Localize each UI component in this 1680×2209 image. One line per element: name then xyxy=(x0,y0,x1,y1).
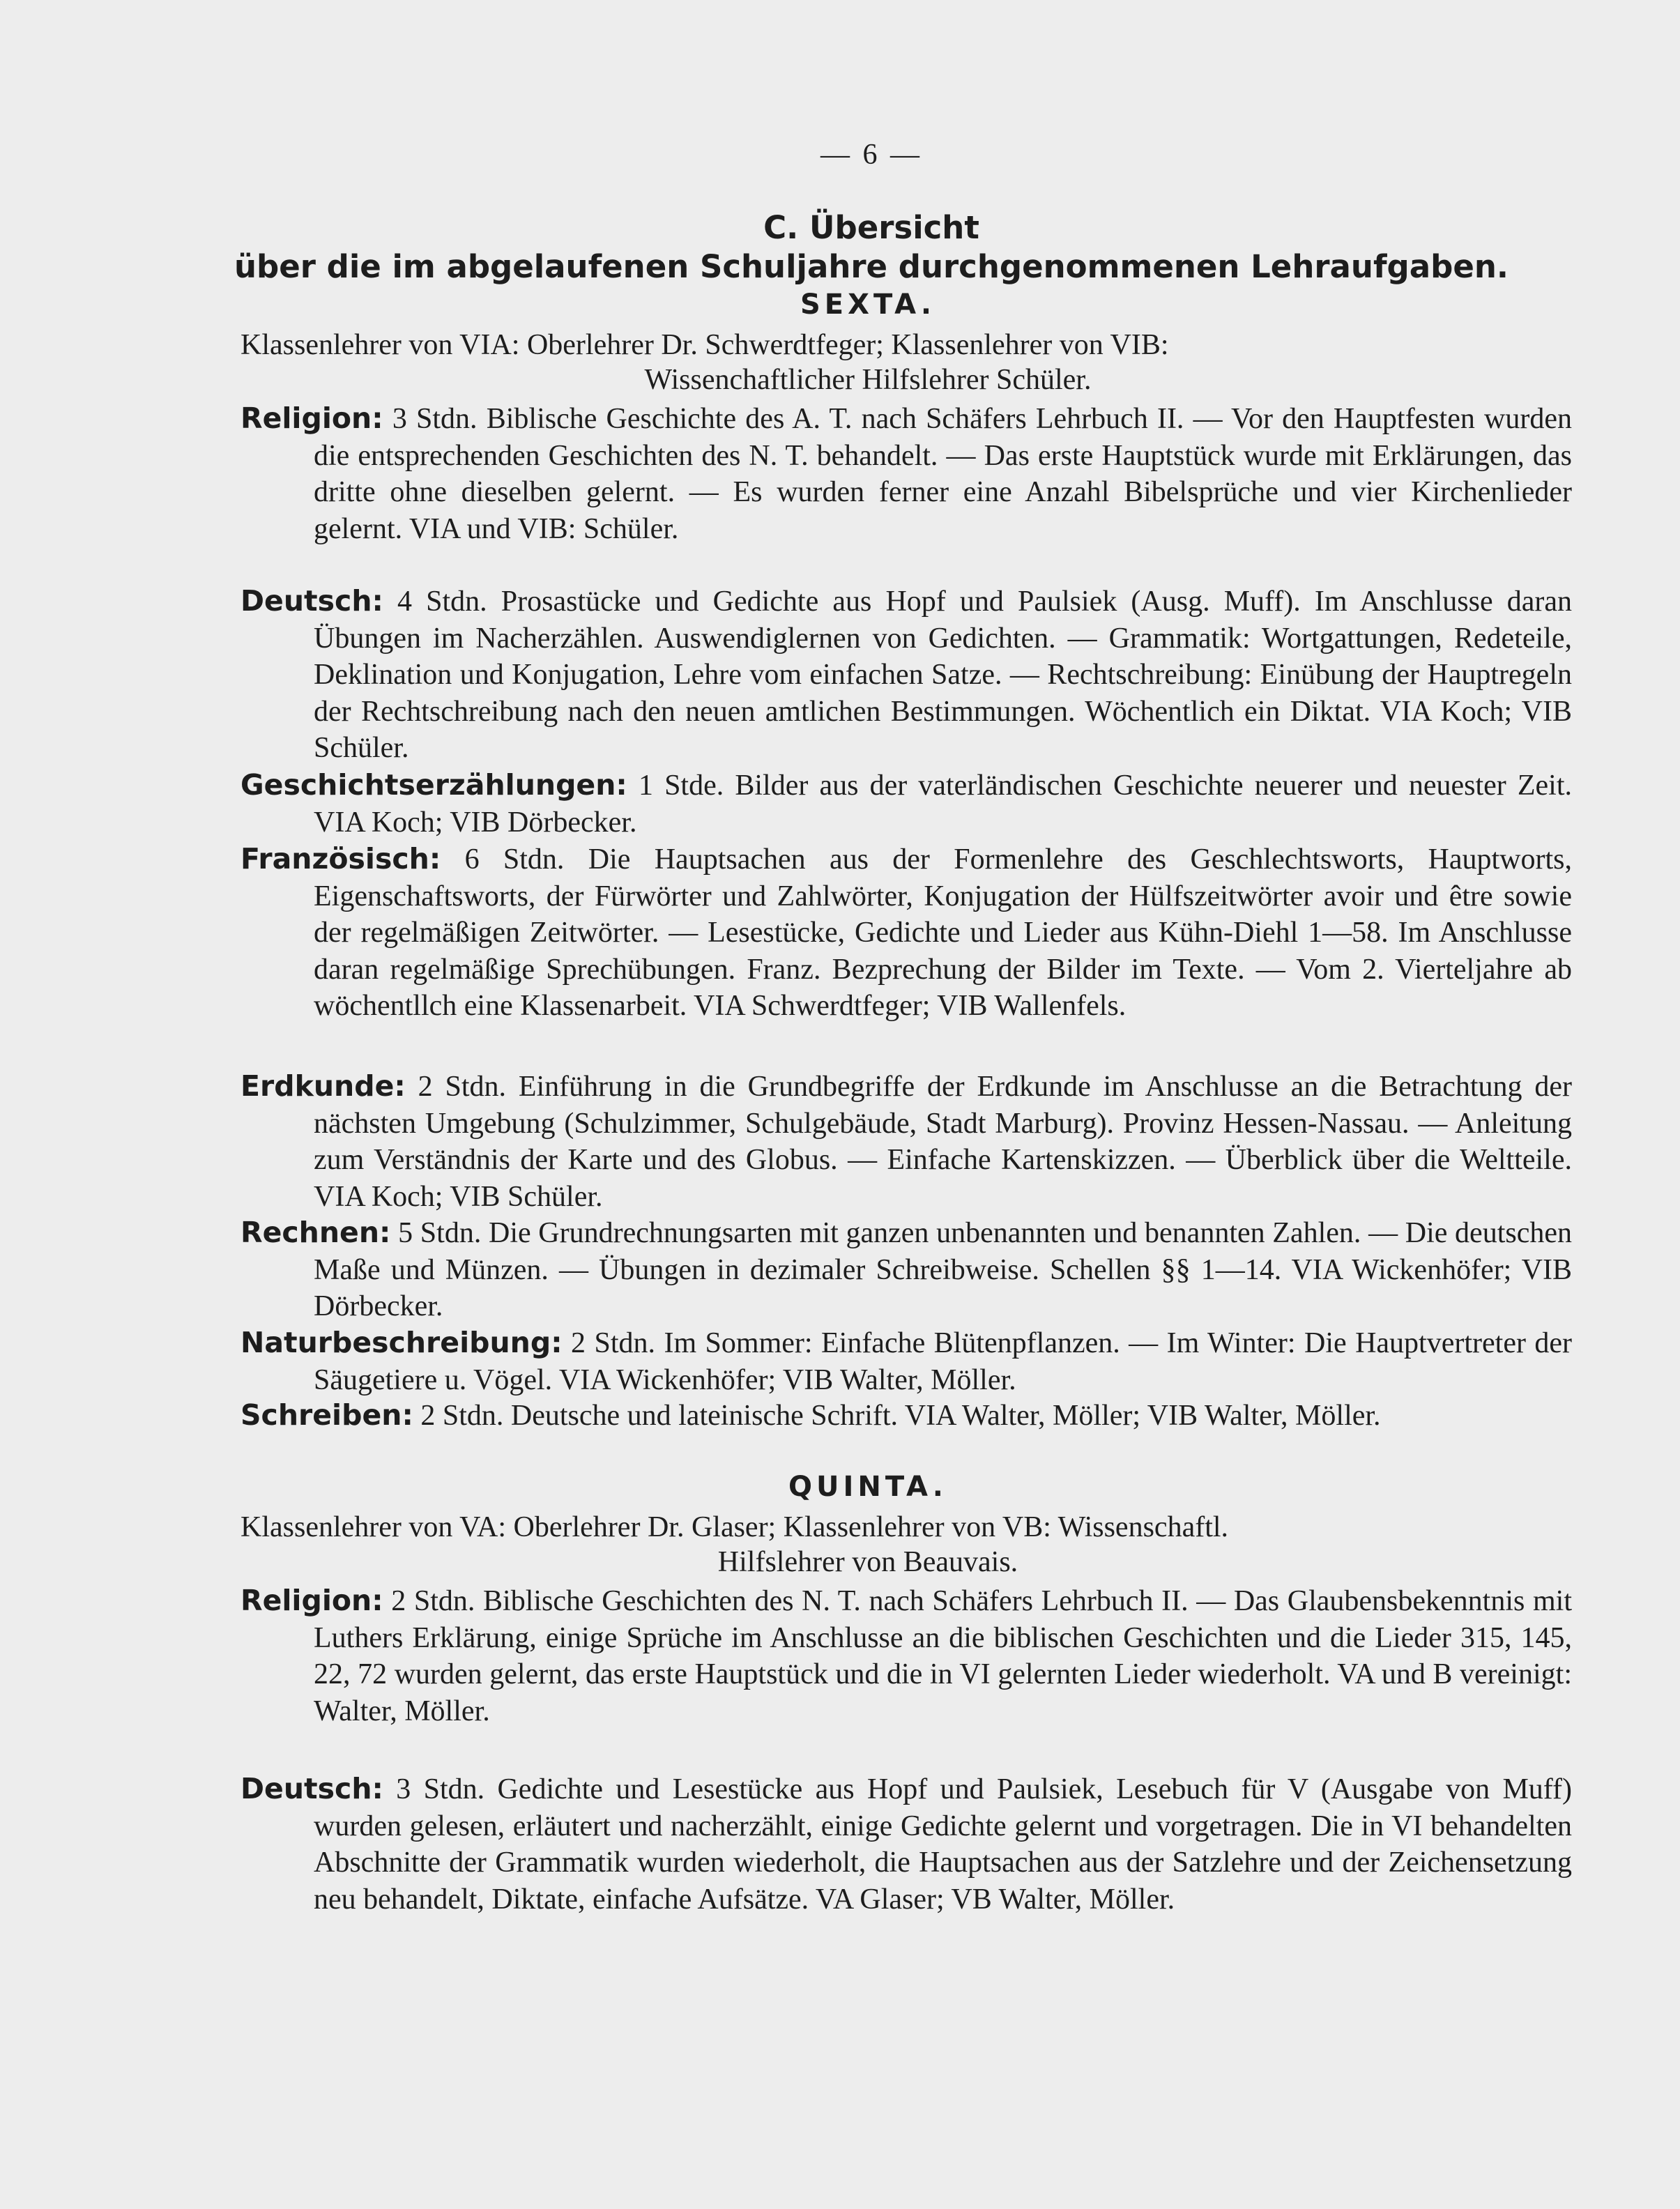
page-number: — 6 — xyxy=(820,139,922,171)
subject-name: Deutsch: xyxy=(240,1772,383,1805)
subject-text: 6 Stdn. Die Hauptsachen aus der Formenlehre des Geschlechtsworts, Hauptworts, Eigenschaftsworts, der Fürwörter und Zahlwörter, Konjugation der Hülfszeitwörter avoir und être sowie der regelmäßigen Zeitwörter. — Lesestücke, Gedichte und Lieder aus Kühn-Diehl 1—58. Im Anschlusse daran regelmäßige Sprechübungen. Franz. Bezprechung der Bilder im Texte. — Vom 2. Vierteljahre ab wöchentllch eine Klassenarbeit. VIA Schwerdtfeger; VIB Wallenfels. xyxy=(314,843,1572,1022)
subject-deutsch-sexta xyxy=(240,583,1572,767)
subject-text: 1 Stde. Bilder aus der vaterländischen Geschichte neuerer und neuester Zeit. VIA Koch; VIB Dörbecker. xyxy=(314,770,1572,839)
subject-text: 2 Stdn. Im Sommer: Einfache Blütenpflanzen. — Im Winter: Die Hauptvertreter der Säugetiere u. Vögel. VIA Wickenhöfer; VIB Walter, Möller. xyxy=(314,1327,1573,1396)
subject-schreiben-sexta xyxy=(240,1397,1572,1435)
subject-name: Geschichtserzählungen: xyxy=(240,768,627,802)
class-title-sexta: SEXTA. xyxy=(800,289,936,321)
subject-text: 2 Stdn. Einführung in die Grundbegriffe der Erdkunde im Anschlusse an die Betrachtung der nächsten Umgebung (Schulzimmer, Schulgebäude, Stadt Marburg). Provinz Hessen-Nassau. — Anleitung zum Verständnis der Karte und des Globus. — Einfache Kartenskizzen. — Überblick über die Weltteile. VIA Koch; VIB Schüler. xyxy=(314,1071,1573,1213)
subject-name: Rechnen: xyxy=(240,1216,391,1249)
subject-name: Schreiben: xyxy=(240,1398,413,1432)
subject-geschichte-sexta xyxy=(240,767,1572,841)
subject-name: Erdkunde: xyxy=(240,1069,406,1103)
subject-erdkunde-sexta xyxy=(240,1068,1572,1215)
subject-name: Religion: xyxy=(240,402,383,435)
subject-text: 4 Stdn. Prosastücke und Gedichte aus Hopf und Paulsiek (Ausg. Muff). Im Anschlusse daran Übungen im Nacherzählen. Auswendiglernen von Gedichten. — Grammatik: Wortgattungen, Redeteile, Deklination und Konjugation, Lehre vom einfachen Satze. — Rechtschreibung: Einübung der Hauptregeln der Rechtschreibung nach den neuen amtlichen Bestimmungen. Wöchentlich ein Diktat. VIA Koch; VIB Schüler. xyxy=(314,586,1573,764)
subject-text: 2 Stdn. Deutsche und lateinische Schrift. VIA Walter, Möller; VIB Walter, Möller. xyxy=(420,1400,1381,1432)
subject-religion-quinta xyxy=(240,1582,1572,1729)
subject-name: Französisch: xyxy=(240,842,441,876)
subject-deutsch-quinta xyxy=(240,1771,1572,1918)
subject-name: Deutsch: xyxy=(240,584,383,618)
teachers-quinta xyxy=(240,1510,1495,1580)
subject-name: Naturbeschreibung: xyxy=(240,1326,563,1359)
subject-name: Religion: xyxy=(240,1584,383,1617)
teachers-line: Hilfslehrer von Beauvais. xyxy=(717,1546,1018,1578)
section-heading: C. Übersicht xyxy=(763,209,979,246)
subject-rechnen-sexta xyxy=(240,1214,1572,1325)
teachers-line: Klassenlehrer von VIA: Oberlehrer Dr. Schwerdtfeger; Klassenlehrer von VIB: xyxy=(240,329,1169,361)
subject-text: 5 Stdn. Die Grundrechnungsarten mit ganzen unbenannten und benannten Zahlen. — Die deutschen Maße und Münzen. — Übungen in dezimaler Schreibweise. Schellen §§ 1—14. VIA Wickenhöfer; VIB Dörbecker. xyxy=(314,1217,1572,1322)
section-subheading: über die im abgelaufenen Schuljahre durchgenommenen Lehraufgaben. xyxy=(234,248,1509,285)
subject-franzoesisch-sexta xyxy=(240,841,1572,1025)
teachers-line: Klassenlehrer von VA: Oberlehrer Dr. Glaser; Klassenlehrer von VB: Wissenschaftl. xyxy=(240,1511,1229,1543)
subject-naturbeschreibung-sexta xyxy=(240,1324,1572,1398)
teachers-sexta xyxy=(240,328,1495,397)
teachers-line: Wissenchaftlicher Hilfslehrer Schüler. xyxy=(644,364,1092,396)
subject-text: 3 Stdn. Biblische Geschichte des A. T. nach Schäfers Lehrbuch II. — Vor den Hauptfesten wurden die entsprechenden Geschichten des N. T. behandelt. — Das erste Hauptstück wurde mit Erklärungen, das dritte ohne dieselben gelernt. — Es wurden ferner eine Anzahl Bibelsprüche und vier Kirchenlieder gelernt. VIA und VIB: Schüler. xyxy=(314,403,1572,545)
subject-text: 3 Stdn. Gedichte und Lesestücke aus Hopf und Paulsiek, Lesebuch für V (Ausgabe von Muff) wurden gelesen, erläutert und nacherzählt, einige Gedichte gelernt und vorgetragen. Die in VI behandelten Abschnitte der Grammatik wurden wiederholt, die Hauptsachen aus der Satzlehre und der Zeichensetzung neu behandelt, Diktate, einfache Aufsätze. VA Glaser; VB Walter, Möller. xyxy=(314,1773,1573,1916)
class-title-quinta: QUINTA. xyxy=(788,1471,947,1503)
subject-text: 2 Stdn. Biblische Geschichten des N. T. nach Schäfers Lehrbuch II. — Das Glaubensbekenntnis mit Luthers Erklärung, einige Sprüche im Anschlusse an die biblischen Geschichten und die Lieder 315, 145, 22, 72 wurden gelernt, das erste Hauptstück und die in VI gelernten Lieder wiederholt. VA und B vereinigt: Walter, Möller. xyxy=(314,1585,1572,1727)
subject-religion-sexta xyxy=(240,400,1572,547)
